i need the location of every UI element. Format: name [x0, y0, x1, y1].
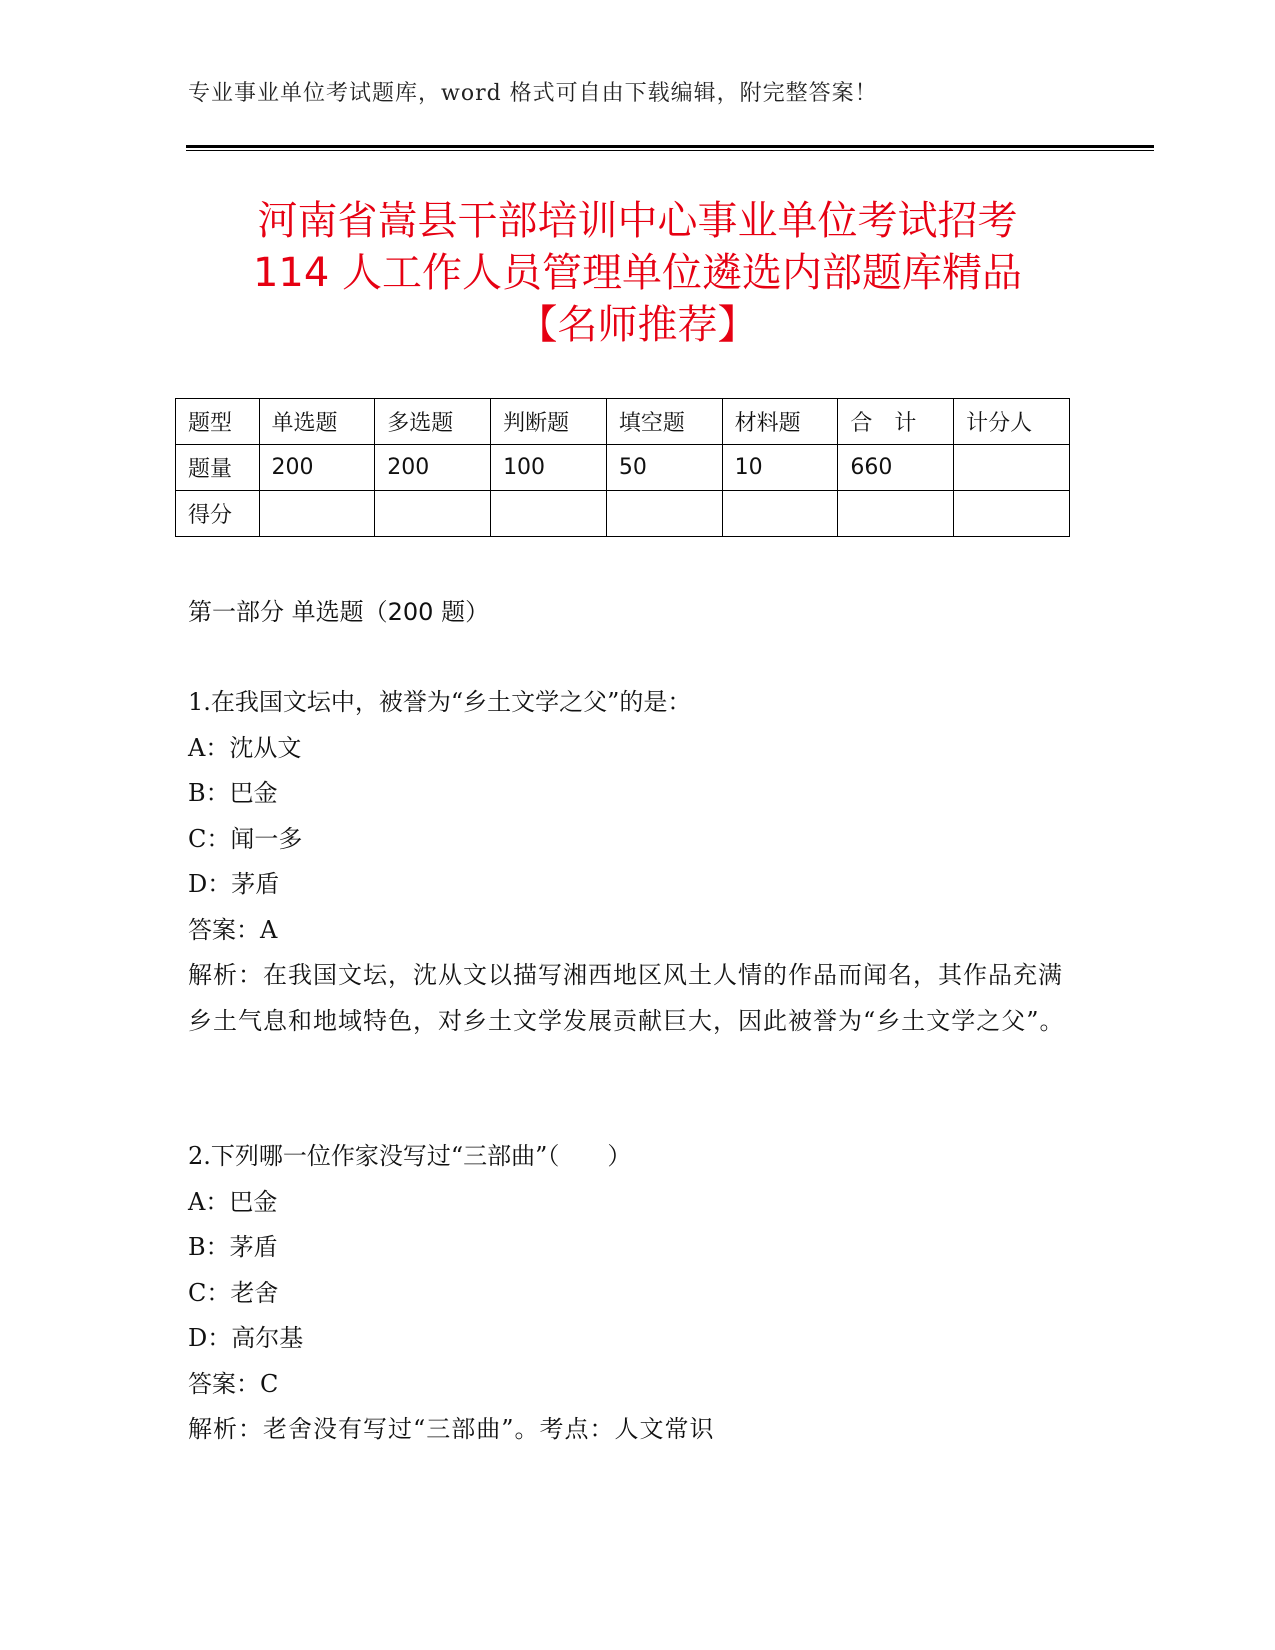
answer-label: 答案：	[188, 915, 260, 944]
score-cell: 得分	[176, 491, 260, 537]
header-cell: 题型	[176, 399, 260, 445]
option-b: B：巴金	[188, 779, 278, 807]
count-cell: 10	[722, 445, 838, 491]
option-c: C：闻一多	[188, 824, 303, 853]
explanation-text: 老舍没有写过“三部曲”。考点：人文常识	[263, 1415, 715, 1443]
count-cell: 200	[259, 445, 375, 491]
question-2	[188, 1134, 1068, 1453]
count-cell: 100	[491, 445, 607, 491]
option-d: D：茅盾	[188, 870, 280, 898]
answer-value: C	[260, 1369, 279, 1398]
score-cell	[259, 491, 375, 537]
score-cell	[722, 491, 838, 537]
header-cell: 多选题	[375, 399, 491, 445]
score-table	[175, 398, 1070, 537]
header-cell: 合 计	[838, 399, 954, 445]
title-line-2: 114 人工作人员管理单位遴选内部题库精品	[252, 250, 1023, 296]
count-cell: 题量	[176, 445, 260, 491]
explanation-label: 解析：	[188, 1415, 263, 1443]
section-title: 第一部分 单选题（200 题）	[188, 598, 490, 626]
count-cell: 200	[375, 445, 491, 491]
header-cell: 填空题	[606, 399, 722, 445]
answer-label: 答案：	[188, 1369, 260, 1398]
answer-value: A	[260, 915, 278, 944]
header-note: 专业事业单位考试题库，word 格式可自由下载编辑，附完整答案！	[188, 81, 878, 106]
option-c: C：老舍	[188, 1278, 279, 1307]
question-1	[188, 680, 1068, 1044]
option-b: B：茅盾	[188, 1233, 278, 1261]
answer-line	[188, 1362, 1068, 1408]
score-table-count-row	[176, 445, 1070, 491]
explanation-text: 在我国文坛，沈从文以描写湘西地区风土人情的作品而闻名，其作品充满乡土气息和地域特色，对乡土文学发展贡献巨大，因此被誉为“乡土文学之父”。	[188, 961, 1065, 1035]
score-cell	[606, 491, 722, 537]
score-cell	[838, 491, 954, 537]
document-title	[140, 195, 1135, 351]
count-cell: 50	[606, 445, 722, 491]
option-a: A：沈从文	[188, 733, 302, 762]
header-cell: 判断题	[491, 399, 607, 445]
answer-line	[188, 908, 1068, 954]
header-cell: 计分人	[954, 399, 1070, 445]
title-line-3: 【名师推荐】	[517, 302, 758, 348]
question-stem: 2.下列哪一位作家没写过“三部曲”（ ）	[188, 1142, 632, 1170]
explanation	[188, 1407, 1068, 1453]
score-cell	[491, 491, 607, 537]
header-cell: 材料题	[722, 399, 838, 445]
explanation	[188, 953, 1068, 1044]
score-cell	[954, 491, 1070, 537]
header-rule-thin	[186, 150, 1154, 151]
score-table-score-row	[176, 491, 1070, 537]
title-line-1: 河南省嵩县干部培训中心事业单位考试招考	[257, 198, 1018, 244]
score-table-header-row	[176, 399, 1070, 445]
explanation-label: 解析：	[188, 961, 263, 989]
header-cell: 单选题	[259, 399, 375, 445]
option-d: D：高尔基	[188, 1324, 304, 1352]
question-stem: 1.在我国文坛中，被誉为“乡土文学之父”的是：	[188, 688, 692, 716]
score-cell	[375, 491, 491, 537]
option-a: A：巴金	[188, 1187, 278, 1216]
count-cell: 660	[838, 445, 954, 491]
count-cell	[954, 445, 1070, 491]
header-rule-thick	[186, 145, 1154, 148]
